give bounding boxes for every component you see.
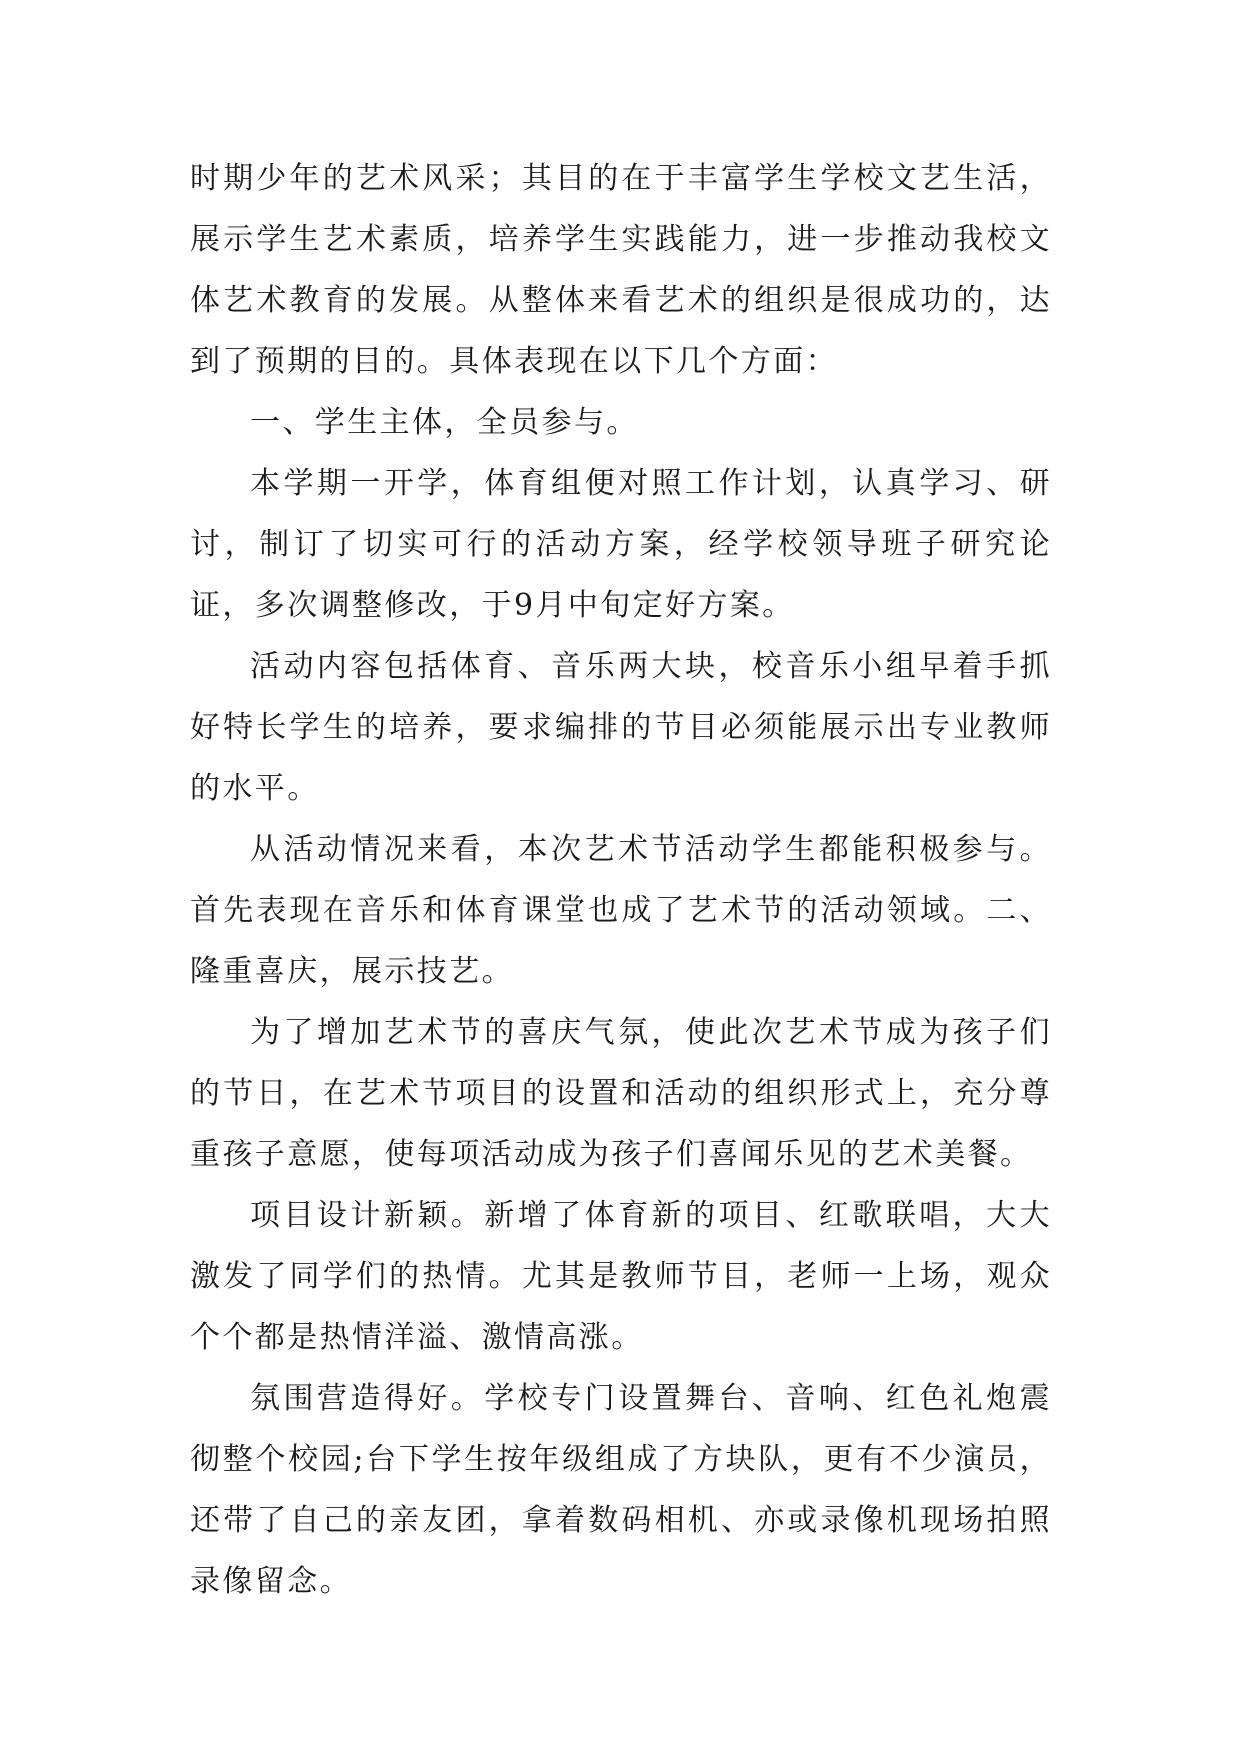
paragraph: 氛围营造得好。学校专门设置舞台、音响、红色礼炮震彻整个校园;台下学生按年级组成了方块队，更有不少演员，还带了自己的亲友团，拿着数码相机、亦或录像机现场拍照录像留念。 [190,1381,1052,1599]
paragraph: 活动内容包括体育、音乐两大块，校音乐小组早着手抓好特长学生的培养，要求编排的节目必须能展示出专业教师的水平。 [190,649,1052,806]
document-body [190,148,1052,1612]
paragraph: 本学期一开学，体育组便对照工作计划，认真学习、研讨，制订了切实可行的活动方案，经学校领导班子研究论证，多次调整修改，于9月中旬定好方案。 [190,466,1052,623]
paragraph: 从活动情况来看，本次艺术节活动学生都能积极参与。首先表现在音乐和体育课堂也成了艺术节的活动领域。二、隆重喜庆，展示技艺。 [190,832,1052,989]
paragraph: 项目设计新颖。新增了体育新的项目、红歌联唱，大大激发了同学们的热情。尤其是教师节目，老师一上场，观众个个都是热情洋溢、激情高涨。 [190,1198,1052,1355]
paragraph: 为了增加艺术节的喜庆气氛，使此次艺术节成为孩子们的节日，在艺术节项目的设置和活动的组织形式上，充分尊重孩子意愿，使每项活动成为孩子们喜闻乐见的艺术美餐。 [190,1015,1052,1172]
paragraph: 时期少年的艺术风采；其目的在于丰富学生学校文艺生活，展示学生艺术素质，培养学生实践能力，进一步推动我校文体艺术教育的发展。从整体来看艺术的组织是很成功的，达到了预期的目的。具体表现在以下几个方面： [190,161,1052,379]
section-heading: 一、学生主体，全员参与。 [250,405,639,440]
